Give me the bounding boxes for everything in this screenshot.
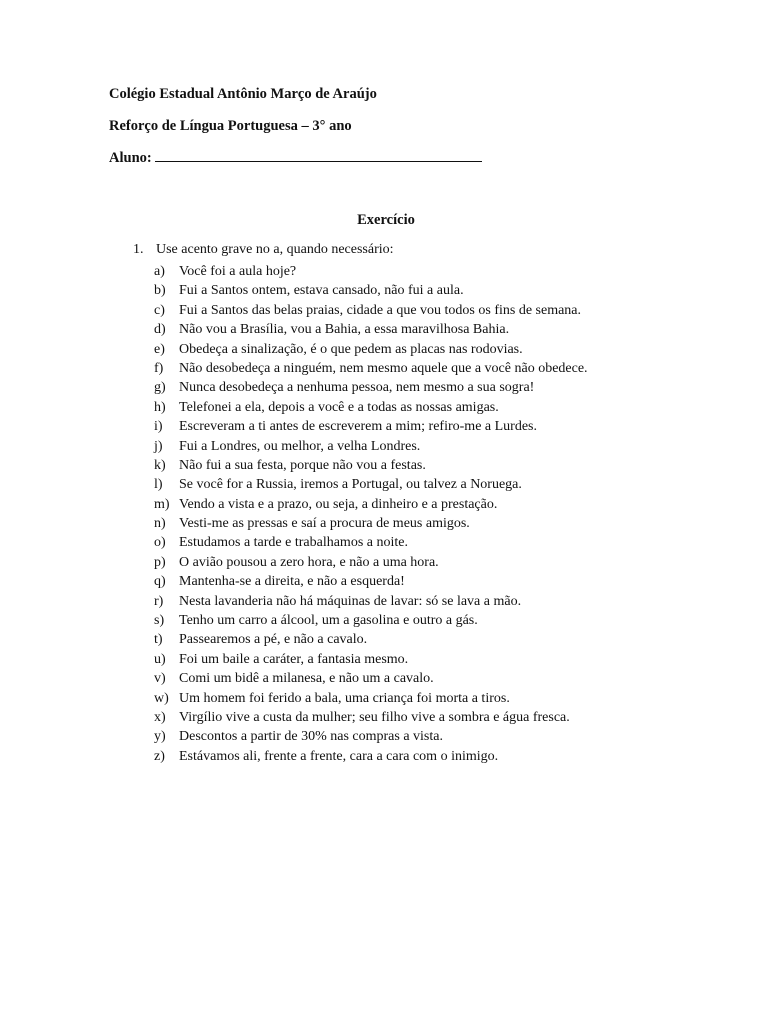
item-letter: s) — [154, 613, 165, 629]
exercise-item — [154, 340, 588, 359]
item-letter: l) — [154, 477, 163, 493]
exercise-item — [154, 572, 588, 591]
exercise-item — [154, 378, 588, 397]
question-text: Use acento grave no a, quando necessário: — [156, 242, 394, 257]
exercise-item — [154, 281, 588, 300]
item-text: Não fui a sua festa, porque não vou a festas. — [179, 457, 426, 473]
item-text: Obedeça a sinalização, é o que pedem as placas nas rodovias. — [179, 341, 523, 357]
item-text: Vesti-me as pressas e saí a procura de meus amigos. — [179, 516, 470, 532]
item-letter: m) — [154, 496, 170, 512]
exercise-item — [154, 262, 588, 281]
item-text: Fui a Londres, ou melhor, a velha Londres. — [179, 438, 421, 454]
item-text: Não desobedeça a ninguém, nem mesmo aquele que a você não obedece. — [179, 360, 588, 376]
item-text: Estávamos ali, frente a frente, cara a cara com o inimigo. — [179, 748, 499, 764]
exercise-item — [154, 611, 588, 630]
item-text: Nesta lavanderia não há máquinas de lavar: só se lava a mão. — [179, 593, 522, 609]
exercise-item — [154, 533, 588, 552]
item-text: Tenho um carro a álcool, um a gasolina e outro a gás. — [179, 613, 478, 629]
exercise-item — [154, 301, 588, 320]
item-text: Foi um baile a caráter, a fantasia mesmo. — [179, 651, 409, 667]
item-text: Passearemos a pé, e não a cavalo. — [179, 632, 368, 648]
item-letter: h) — [154, 399, 166, 415]
exercise-item — [154, 747, 588, 766]
item-text: Fui a Santos das belas praias, cidade a que vou todos os fins de semana. — [179, 302, 582, 318]
exercise-item — [154, 514, 588, 533]
item-letter: q) — [154, 574, 166, 590]
item-letter: v) — [154, 671, 166, 687]
exercise-item — [154, 495, 588, 514]
exercise-items-list — [154, 262, 588, 766]
item-letter: c) — [154, 302, 165, 318]
item-letter: r) — [154, 593, 164, 609]
item-text: Descontos a partir de 30% nas compras a vista. — [179, 729, 443, 745]
exercise-item — [154, 320, 588, 339]
question-1 — [133, 242, 394, 258]
item-letter: b) — [154, 283, 166, 299]
item-letter: f) — [154, 360, 164, 376]
school-name: Colégio Estadual Antônio Março de Araújo — [109, 86, 377, 102]
question-number: 1. — [133, 242, 144, 257]
item-text: Mantenha-se a direita, e não a esquerda! — [179, 574, 405, 590]
exercise-item — [154, 669, 588, 688]
item-text: Você foi a aula hoje? — [179, 264, 297, 279]
item-text: O avião pousou a zero hora, e não a uma hora. — [179, 554, 439, 570]
item-letter: i) — [154, 419, 163, 435]
item-text: Fui a Santos ontem, estava cansado, não fui a aula. — [179, 283, 464, 299]
item-letter: d) — [154, 322, 166, 338]
item-letter: z) — [154, 748, 165, 764]
exercise-item — [154, 708, 588, 727]
item-text: Um homem foi ferido a bala, uma criança foi morta a tiros. — [179, 690, 510, 706]
item-letter: u) — [154, 651, 166, 667]
student-name-line — [109, 149, 482, 167]
exercise-item — [154, 650, 588, 669]
exercise-item — [154, 553, 588, 572]
item-text: Comi um bidê a milanesa, e não um a cavalo. — [179, 671, 434, 687]
exercise-item — [154, 475, 588, 494]
exercise-item — [154, 398, 588, 417]
item-text: Virgílio vive a custa da mulher; seu filho vive a sombra e água fresca. — [179, 709, 570, 725]
exercise-item — [154, 630, 588, 649]
exercise-item — [154, 727, 588, 746]
student-name-blank — [155, 149, 482, 162]
exercise-item — [154, 417, 588, 436]
exercise-item — [154, 437, 588, 456]
item-text: Não vou a Brasília, vou a Bahia, a essa maravilhosa Bahia. — [179, 322, 510, 338]
item-letter: w) — [154, 690, 169, 706]
item-text: Telefonei a ela, depois a você e a todas as nossas amigas. — [179, 399, 499, 415]
item-letter: g) — [154, 380, 166, 396]
item-letter: x) — [154, 709, 166, 725]
course-title: Reforço de Língua Portuguesa – 3° ano — [109, 118, 352, 134]
item-text: Nunca desobedeça a nenhuma pessoa, nem mesmo a sua sogra! — [179, 380, 535, 396]
item-text: Escreveram a ti antes de escreverem a mim; refiro-me a Lurdes. — [179, 419, 537, 435]
exercise-item — [154, 359, 588, 378]
exercise-title: Exercício — [357, 212, 415, 228]
item-letter: a) — [154, 264, 165, 279]
exercise-item — [154, 456, 588, 475]
item-letter: p) — [154, 554, 166, 570]
item-text: Se você for a Russia, iremos a Portugal, ou talvez a Noruega. — [179, 477, 522, 493]
exercise-item — [154, 592, 588, 611]
item-letter: j) — [154, 438, 163, 454]
item-letter: k) — [154, 457, 166, 473]
item-letter: e) — [154, 341, 165, 357]
item-letter: y) — [154, 729, 166, 745]
item-letter: t) — [154, 632, 163, 648]
item-text: Estudamos a tarde e trabalhamos a noite. — [179, 535, 408, 551]
exercise-item — [154, 689, 588, 708]
item-letter: o) — [154, 535, 166, 551]
item-letter: n) — [154, 516, 166, 532]
item-text: Vendo a vista e a prazo, ou seja, a dinheiro e a prestação. — [179, 496, 498, 512]
student-label: Aluno: — [109, 150, 152, 166]
